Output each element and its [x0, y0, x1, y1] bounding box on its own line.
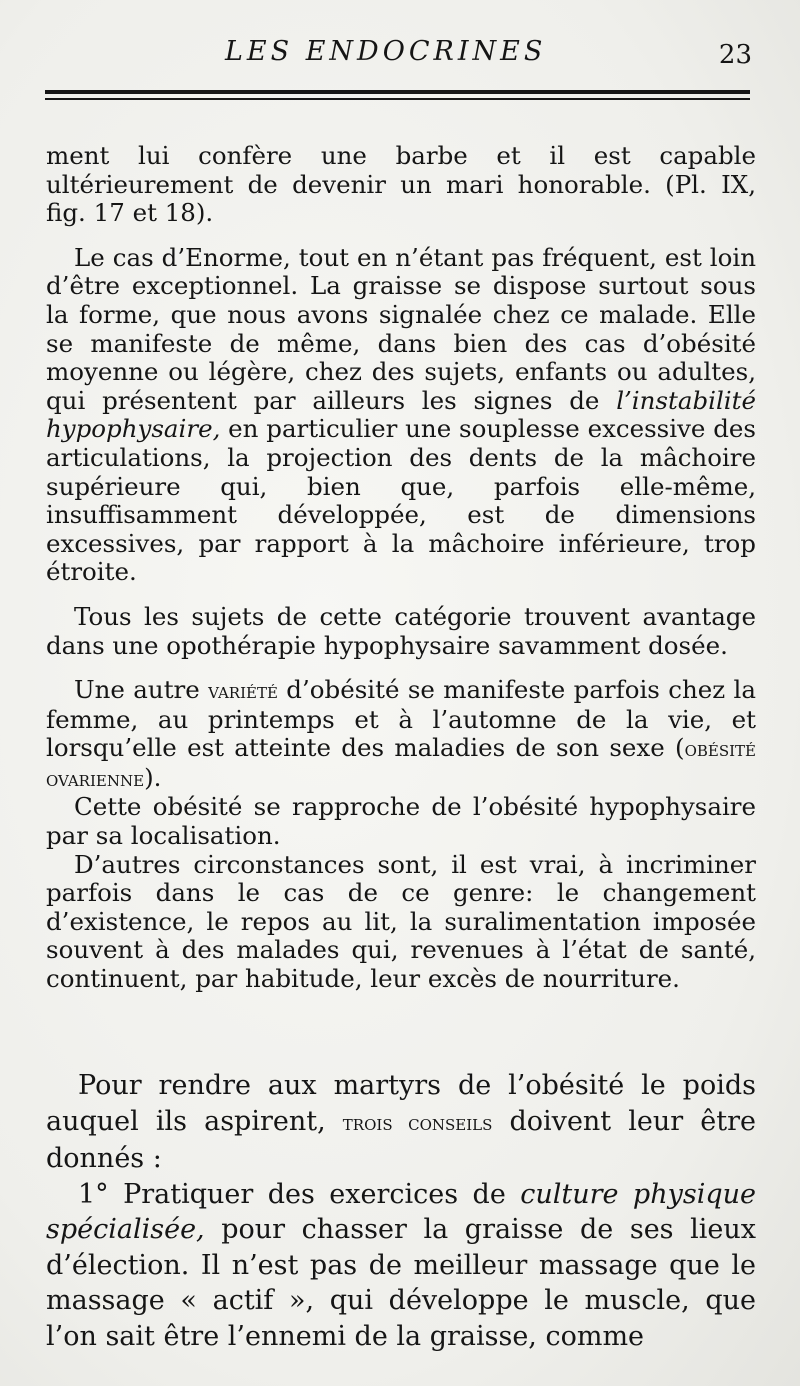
text-run: en particulier une souplesse excessive des articulations, la projection des dents de la mâchoire supérieure qui, bien que, parfois elle-même, insuffisamment développée, est de dimensions excessives, par rapport à la mâchoire inférieure, trop étroite. [46, 414, 756, 587]
paragraph-circumstances: D’autres circonstances sont, il est vrai, à incriminer parfois dans le cas de ce genre: le changement d’existence, le repos au lit, la suralimentation imposée souvent à des malades qui, revenues à l’état de santé, continuent, par habitude, leur excès de nourriture. [46, 849, 756, 994]
paragraph-three-advices [46, 1068, 756, 1177]
running-title: LES ENDOCRINES [225, 36, 547, 67]
text-run: pour chasser la graisse de ses lieux d’élection. Il n’est pas de meilleur massage que le massage « actif », qui développe le muscle, que l’on sait être l’ennemi de la graisse, comme [46, 1214, 756, 1352]
smallcaps-run: trois conseils [342, 1110, 493, 1136]
italic-run: culture physique spécialisée, [46, 1178, 757, 1245]
page-number: 23 [718, 40, 752, 70]
paragraph-ovarian-obesity [46, 676, 756, 793]
advice-section [46, 1068, 756, 1354]
text-run: Le cas d’Enorme, tout en n’étant pas fréquent, est loin d’être exceptionnel. La graisse se dispose surtout sous la forme, que nous avons signalée chez ce malade. Elle se manifeste de même, dans bien des cas d’obésité moyenne ou légère, chez des sujets, enfants ou adultes, qui présentent par ailleurs les signes de [46, 242, 756, 415]
text-run: 1° Pratiquer des exercices de [78, 1178, 521, 1210]
paragraph-continuation: ment lui confère une barbe et il est capable ultérieurement de devenir un mari honorable. (Pl. IX, fig. 17 et 18). [46, 141, 756, 228]
paragraph-localisation: Cette obésité se rapproche de l’obésité hypophysaire par sa localisation. [46, 792, 756, 851]
header-rule-thick [45, 90, 750, 94]
paragraph-advice-1 [46, 1177, 756, 1355]
text-run: doivent leur être donnés : [46, 1105, 756, 1174]
smallcaps-run: variété [208, 679, 278, 704]
text-run: d’obésité se manifeste parfois chez la femme, au printemps et à l’automne de la vie, et lorsqu’elle est atteinte des maladies de son sexe ( [46, 675, 756, 763]
paragraph-enorme-case [46, 244, 756, 587]
text-run: Une autre [74, 675, 209, 705]
text-run: ). [144, 762, 162, 792]
italic-run: l’instabilité hypophysaire, [46, 385, 756, 444]
body-text [46, 142, 756, 994]
header-rule-thin [45, 98, 750, 100]
paragraph-opotherapy: Tous les sujets de cette catégorie trouvent avantage dans une opothérapie hypophysaire savamment dosée. [46, 601, 756, 660]
text-run: Pour rendre aux martyrs de l’obésité le poids auquel ils aspirent, [46, 1070, 756, 1137]
smallcaps-run: obésité ovarienne [46, 737, 756, 791]
running-header [45, 36, 752, 76]
